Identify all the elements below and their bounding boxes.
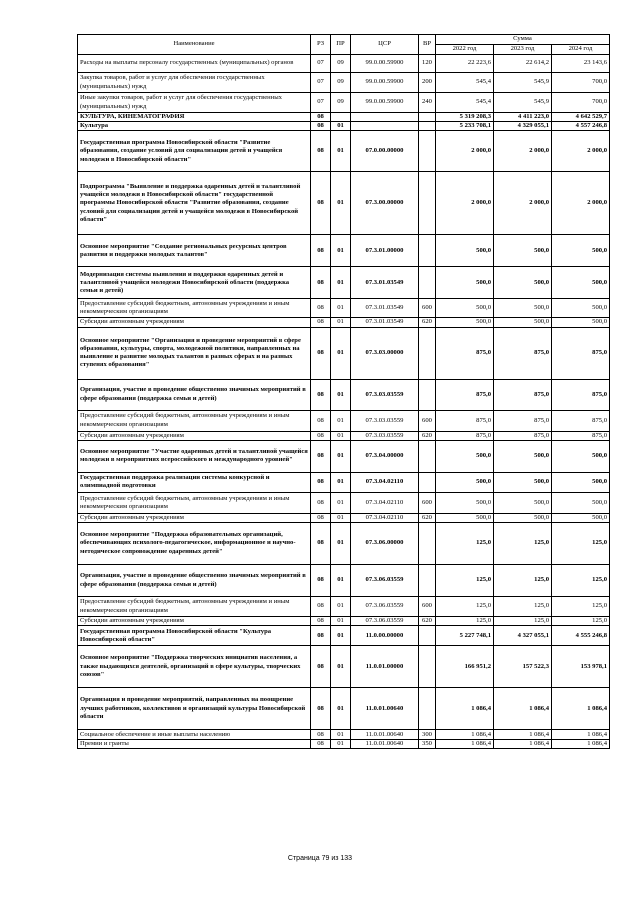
row-sum-2022: 5 233 708,1: [436, 122, 494, 131]
row-rz: 08: [311, 267, 331, 299]
row-sum-2024: 875,0: [552, 410, 610, 431]
row-sum-2022: 22 223,6: [436, 55, 494, 73]
row-rz: 08: [311, 597, 331, 617]
header-year-2024: 2024 год: [552, 45, 610, 55]
table-row: [78, 523, 610, 565]
row-sum-2023: 500,0: [494, 440, 552, 472]
row-pr: 01: [331, 688, 351, 730]
row-vr: [419, 565, 436, 597]
row-pr: 01: [331, 131, 351, 172]
row-csr: 99.0.00.59900: [351, 93, 419, 113]
row-sum-2022: 500,0: [436, 235, 494, 267]
row-sum-2024: 700,0: [552, 73, 610, 93]
row-name: Организация, участие в проведение общественно значимых мероприятий в сфере образования (поддержка семьи и детей): [78, 565, 311, 597]
row-name: Основное мероприятие "Поддержка образовательных организаций, обеспечивающих психолого-педагогическое, информационное и научно-методическое сопровождение одаренных детей": [78, 523, 311, 565]
row-sum-2024: 1 086,4: [552, 740, 610, 749]
row-csr: 07.3.04.02110: [351, 472, 419, 492]
row-vr: 620: [419, 431, 436, 440]
row-sum-2022: 500,0: [436, 318, 494, 327]
row-name: Иные закупки товаров, работ и услуг для обеспечения государственных (муниципальных) нужд: [78, 93, 311, 113]
row-name: Основное мероприятие "Организация и проведение мероприятий в сфере образования, культуры, спорта, молодежной политики, направленных на выявление и развитие молодых талантов в разных сферах и на разных ступенях образования": [78, 327, 311, 379]
header-year-2023: 2023 год: [494, 45, 552, 55]
row-rz: 08: [311, 740, 331, 749]
page-footer: Страница 79 из 133: [287, 855, 353, 862]
table-row: [78, 440, 610, 472]
row-sum-2022: 500,0: [436, 492, 494, 513]
row-sum-2023: 125,0: [494, 617, 552, 626]
row-rz: 08: [311, 472, 331, 492]
row-sum-2022: 500,0: [436, 513, 494, 522]
row-name: Субсидии автономным учреждениям: [78, 617, 311, 626]
row-name: Предоставление субсидий бюджетным, автономным учреждениям и иным некоммерческим организациям: [78, 597, 311, 617]
row-name: Модернизация системы выявления и поддержки одаренных детей и талантливой учащейся молодежи Новосибирской области (поддержка семьи и детей): [78, 267, 311, 299]
row-pr: 09: [331, 73, 351, 93]
row-sum-2023: 500,0: [494, 299, 552, 318]
row-sum-2023: 875,0: [494, 431, 552, 440]
row-sum-2022: 125,0: [436, 597, 494, 617]
row-sum-2022: 875,0: [436, 379, 494, 410]
row-rz: 08: [311, 379, 331, 410]
row-rz: 08: [311, 299, 331, 318]
row-sum-2024: 875,0: [552, 327, 610, 379]
row-csr: 07.3.03.03559: [351, 379, 419, 410]
row-name: Организация, участие в проведение общественно значимых мероприятий в сфере образования (поддержка семьи и детей): [78, 379, 311, 410]
row-pr: [331, 113, 351, 122]
row-sum-2023: 22 614,2: [494, 55, 552, 73]
row-name: Культура: [78, 122, 311, 131]
table-row: [78, 93, 610, 113]
row-name: Основное мероприятие "Участие одаренных детей и талантливой учащейся молодежи в мероприятиях всероссийского и международного уровней": [78, 440, 311, 472]
row-sum-2022: 125,0: [436, 565, 494, 597]
row-pr: 01: [331, 472, 351, 492]
row-sum-2022: 2 000,0: [436, 172, 494, 235]
row-vr: 620: [419, 513, 436, 522]
table-row: [78, 617, 610, 626]
row-sum-2023: 875,0: [494, 327, 552, 379]
row-pr: 01: [331, 523, 351, 565]
row-csr: 11.0.00.00000: [351, 626, 419, 646]
table-row: [78, 122, 610, 131]
row-pr: 01: [331, 267, 351, 299]
row-csr: 07.3.04.02110: [351, 492, 419, 513]
row-csr: 99.0.00.59900: [351, 55, 419, 73]
row-rz: 08: [311, 513, 331, 522]
row-pr: 01: [331, 379, 351, 410]
row-sum-2022: 875,0: [436, 431, 494, 440]
row-name: Субсидии автономным учреждениям: [78, 513, 311, 522]
row-pr: 01: [331, 299, 351, 318]
header-csr: ЦСР: [351, 35, 419, 55]
row-vr: [419, 440, 436, 472]
row-vr: 600: [419, 410, 436, 431]
row-sum-2023: 2 000,0: [494, 172, 552, 235]
row-sum-2023: 875,0: [494, 379, 552, 410]
row-sum-2022: 166 951,2: [436, 646, 494, 688]
table-row: [78, 472, 610, 492]
row-pr: 01: [331, 740, 351, 749]
row-csr: 11.0.01.00640: [351, 730, 419, 740]
row-csr: 07.3.06.00000: [351, 523, 419, 565]
row-csr: 99.0.00.59900: [351, 73, 419, 93]
row-name: Подпрограмма "Выявление и поддержка одаренных детей и талантливой учащейся молодежи в Новосибирской области" государственной программы Новосибирской области "Развитие образования, создание условий для социализации детей и учащейся молодежи в Новосибирской области": [78, 172, 311, 235]
row-name: Основное мероприятие "Поддержка творческих инициатив населения, а также выдающихся деятелей, организаций в сфере культуры, творческих союзов": [78, 646, 311, 688]
row-sum-2022: 5 227 748,1: [436, 626, 494, 646]
row-rz: 08: [311, 235, 331, 267]
header-sum: Сумма: [436, 35, 610, 45]
row-csr: 07.3.03.00000: [351, 327, 419, 379]
row-vr: 120: [419, 55, 436, 73]
row-vr: 620: [419, 617, 436, 626]
row-sum-2024: 125,0: [552, 617, 610, 626]
row-rz: 08: [311, 440, 331, 472]
row-sum-2024: 153 978,1: [552, 646, 610, 688]
header-name: Наименование: [78, 35, 311, 55]
row-sum-2022: 2 000,0: [436, 131, 494, 172]
row-csr: 07.3.01.03549: [351, 267, 419, 299]
row-sum-2024: 500,0: [552, 440, 610, 472]
table-row: [78, 740, 610, 749]
row-pr: 01: [331, 730, 351, 740]
row-csr: 07.3.01.03549: [351, 318, 419, 327]
row-name: Государственная поддержка реализации системы конкурсной и олимпиадной подготовки: [78, 472, 311, 492]
table-row: [78, 55, 610, 73]
row-sum-2022: 5 319 208,3: [436, 113, 494, 122]
row-sum-2023: 1 086,4: [494, 740, 552, 749]
row-pr: 01: [331, 646, 351, 688]
row-csr: [351, 113, 419, 122]
row-sum-2023: 1 086,4: [494, 730, 552, 740]
row-pr: 09: [331, 55, 351, 73]
row-csr: 11.0.01.00000: [351, 646, 419, 688]
row-vr: 600: [419, 492, 436, 513]
row-pr: 01: [331, 513, 351, 522]
row-sum-2024: 500,0: [552, 267, 610, 299]
header-vr: ВР: [419, 35, 436, 55]
row-sum-2023: 500,0: [494, 513, 552, 522]
row-sum-2023: 4 411 223,0: [494, 113, 552, 122]
row-rz: 07: [311, 93, 331, 113]
row-sum-2022: 545,4: [436, 73, 494, 93]
row-name: Государственная программа Новосибирской области "Культура Новосибирской области": [78, 626, 311, 646]
row-sum-2024: 1 086,4: [552, 688, 610, 730]
row-vr: [419, 626, 436, 646]
row-csr: 11.0.01.00640: [351, 688, 419, 730]
row-sum-2023: 1 086,4: [494, 688, 552, 730]
row-sum-2022: 500,0: [436, 299, 494, 318]
row-vr: 200: [419, 73, 436, 93]
table-row: [78, 327, 610, 379]
row-rz: 08: [311, 131, 331, 172]
row-name: Субсидии автономным учреждениям: [78, 431, 311, 440]
row-vr: [419, 523, 436, 565]
row-csr: 07.3.04.00000: [351, 440, 419, 472]
row-csr: 07.3.06.03559: [351, 597, 419, 617]
row-name: Социальное обеспечение и иные выплаты населению: [78, 730, 311, 740]
row-rz: 07: [311, 55, 331, 73]
row-sum-2024: 4 557 246,8: [552, 122, 610, 131]
table-row: [78, 431, 610, 440]
row-sum-2023: 2 000,0: [494, 131, 552, 172]
row-rz: 08: [311, 523, 331, 565]
row-pr: 01: [331, 410, 351, 431]
row-rz: 08: [311, 172, 331, 235]
row-rz: 08: [311, 492, 331, 513]
row-rz: 08: [311, 122, 331, 131]
table-row: [78, 235, 610, 267]
table-row: [78, 172, 610, 235]
row-sum-2024: 23 143,6: [552, 55, 610, 73]
row-sum-2022: 1 086,4: [436, 688, 494, 730]
row-sum-2023: 125,0: [494, 523, 552, 565]
row-pr: 01: [331, 235, 351, 267]
row-rz: 08: [311, 318, 331, 327]
row-sum-2023: 500,0: [494, 472, 552, 492]
row-sum-2022: 125,0: [436, 617, 494, 626]
row-sum-2023: 125,0: [494, 565, 552, 597]
row-csr: 07.3.06.03559: [351, 565, 419, 597]
row-vr: 600: [419, 299, 436, 318]
row-rz: 08: [311, 617, 331, 626]
row-sum-2024: 500,0: [552, 318, 610, 327]
row-sum-2024: 500,0: [552, 492, 610, 513]
row-sum-2024: 500,0: [552, 235, 610, 267]
table-header: [78, 35, 610, 55]
row-vr: [419, 172, 436, 235]
row-name: Организация и проведение мероприятий, направленных на поощрение лучших работников, коллективов и организаций культуры Новосибирской области: [78, 688, 311, 730]
row-sum-2023: 125,0: [494, 597, 552, 617]
row-rz: 08: [311, 431, 331, 440]
row-name: КУЛЬТУРА, КИНЕМАТОГРАФИЯ: [78, 113, 311, 122]
row-sum-2024: 4 555 246,8: [552, 626, 610, 646]
row-sum-2024: 875,0: [552, 431, 610, 440]
row-sum-2024: 4 642 529,7: [552, 113, 610, 122]
row-vr: [419, 122, 436, 131]
header-year-2022: 2022 год: [436, 45, 494, 55]
row-vr: [419, 688, 436, 730]
row-vr: [419, 646, 436, 688]
table-row: [78, 626, 610, 646]
row-vr: [419, 267, 436, 299]
row-sum-2024: 125,0: [552, 597, 610, 617]
table-row: [78, 73, 610, 93]
row-vr: 350: [419, 740, 436, 749]
row-sum-2022: 545,4: [436, 93, 494, 113]
row-rz: 08: [311, 410, 331, 431]
row-pr: 01: [331, 617, 351, 626]
row-vr: [419, 235, 436, 267]
row-sum-2022: 125,0: [436, 523, 494, 565]
row-vr: [419, 113, 436, 122]
row-vr: [419, 379, 436, 410]
row-name: Предоставление субсидий бюджетным, автономным учреждениям и иным некоммерческим организациям: [78, 299, 311, 318]
table-row: [78, 565, 610, 597]
table-row: [78, 730, 610, 740]
row-pr: 01: [331, 431, 351, 440]
row-sum-2024: 500,0: [552, 299, 610, 318]
row-sum-2023: 500,0: [494, 235, 552, 267]
table-body: [78, 55, 610, 749]
row-rz: 08: [311, 113, 331, 122]
row-vr: [419, 472, 436, 492]
table-row: [78, 318, 610, 327]
row-sum-2023: 545,9: [494, 93, 552, 113]
table-row: [78, 113, 610, 122]
row-sum-2023: 4 329 055,1: [494, 122, 552, 131]
row-csr: 07.3.01.00000: [351, 235, 419, 267]
row-sum-2022: 500,0: [436, 440, 494, 472]
row-pr: 01: [331, 318, 351, 327]
row-pr: 01: [331, 492, 351, 513]
row-pr: 01: [331, 565, 351, 597]
row-csr: 07.0.00.00000: [351, 131, 419, 172]
table-row: [78, 513, 610, 522]
row-sum-2023: 545,9: [494, 73, 552, 93]
row-csr: 07.3.04.02110: [351, 513, 419, 522]
row-rz: 07: [311, 73, 331, 93]
row-pr: 01: [331, 597, 351, 617]
row-rz: 08: [311, 730, 331, 740]
header-rz: РЗ: [311, 35, 331, 55]
row-name: Премии и гранты: [78, 740, 311, 749]
row-vr: 620: [419, 318, 436, 327]
row-sum-2024: 2 000,0: [552, 172, 610, 235]
row-sum-2023: 875,0: [494, 410, 552, 431]
row-rz: 08: [311, 688, 331, 730]
row-pr: 01: [331, 122, 351, 131]
row-rz: 08: [311, 327, 331, 379]
table-row: [78, 492, 610, 513]
row-sum-2022: 500,0: [436, 472, 494, 492]
row-vr: 600: [419, 597, 436, 617]
table-row: [78, 299, 610, 318]
table-row: [78, 379, 610, 410]
row-sum-2024: 2 000,0: [552, 131, 610, 172]
row-sum-2023: 500,0: [494, 492, 552, 513]
row-name: Государственная программа Новосибирской области "Развитие образования, создание условий для социализации детей и учащейся молодежи в Новосибирской области": [78, 131, 311, 172]
row-vr: 300: [419, 730, 436, 740]
row-pr: 01: [331, 172, 351, 235]
row-vr: [419, 327, 436, 379]
row-sum-2023: 157 522,3: [494, 646, 552, 688]
row-name: Предоставление субсидий бюджетным, автономным учреждениям и иным некоммерческим организациям: [78, 410, 311, 431]
row-csr: 07.3.03.03559: [351, 431, 419, 440]
row-rz: 08: [311, 565, 331, 597]
row-sum-2023: 4 327 055,1: [494, 626, 552, 646]
row-vr: 240: [419, 93, 436, 113]
row-sum-2022: 875,0: [436, 327, 494, 379]
table-row: [78, 267, 610, 299]
row-sum-2024: 700,0: [552, 93, 610, 113]
row-name: Закупка товаров, работ и услуг для обеспечения государственных (муниципальных) нужд: [78, 73, 311, 93]
row-pr: 01: [331, 626, 351, 646]
row-csr: 11.0.01.00640: [351, 740, 419, 749]
table-row: [78, 597, 610, 617]
row-csr: 07.3.01.03549: [351, 299, 419, 318]
table-row: [78, 688, 610, 730]
row-sum-2024: 500,0: [552, 472, 610, 492]
table-row: [78, 410, 610, 431]
row-vr: [419, 131, 436, 172]
row-pr: 01: [331, 440, 351, 472]
row-sum-2024: 125,0: [552, 565, 610, 597]
row-pr: 09: [331, 93, 351, 113]
row-name: Расходы на выплаты персоналу государственных (муниципальных) органов: [78, 55, 311, 73]
row-name: Основное мероприятие "Создание региональных ресурсных центров развития и поддержки молодых талантов": [78, 235, 311, 267]
row-sum-2024: 500,0: [552, 513, 610, 522]
header-pr: ПР: [331, 35, 351, 55]
table-row: [78, 646, 610, 688]
row-csr: [351, 122, 419, 131]
row-csr: 07.3.00.00000: [351, 172, 419, 235]
table-row: [78, 131, 610, 172]
row-rz: 08: [311, 646, 331, 688]
row-rz: 08: [311, 626, 331, 646]
row-sum-2022: 500,0: [436, 267, 494, 299]
row-name: Предоставление субсидий бюджетным, автономным учреждениям и иным некоммерческим организациям: [78, 492, 311, 513]
row-pr: 01: [331, 327, 351, 379]
row-sum-2022: 1 086,4: [436, 730, 494, 740]
row-sum-2024: 875,0: [552, 379, 610, 410]
row-sum-2022: 1 086,4: [436, 740, 494, 749]
row-sum-2023: 500,0: [494, 318, 552, 327]
row-name: Субсидии автономным учреждениям: [78, 318, 311, 327]
row-sum-2022: 875,0: [436, 410, 494, 431]
row-sum-2023: 500,0: [494, 267, 552, 299]
row-csr: 07.3.03.03559: [351, 410, 419, 431]
budget-table: [77, 34, 610, 749]
row-sum-2024: 125,0: [552, 523, 610, 565]
row-csr: 07.3.06.03559: [351, 617, 419, 626]
row-sum-2024: 1 086,4: [552, 730, 610, 740]
